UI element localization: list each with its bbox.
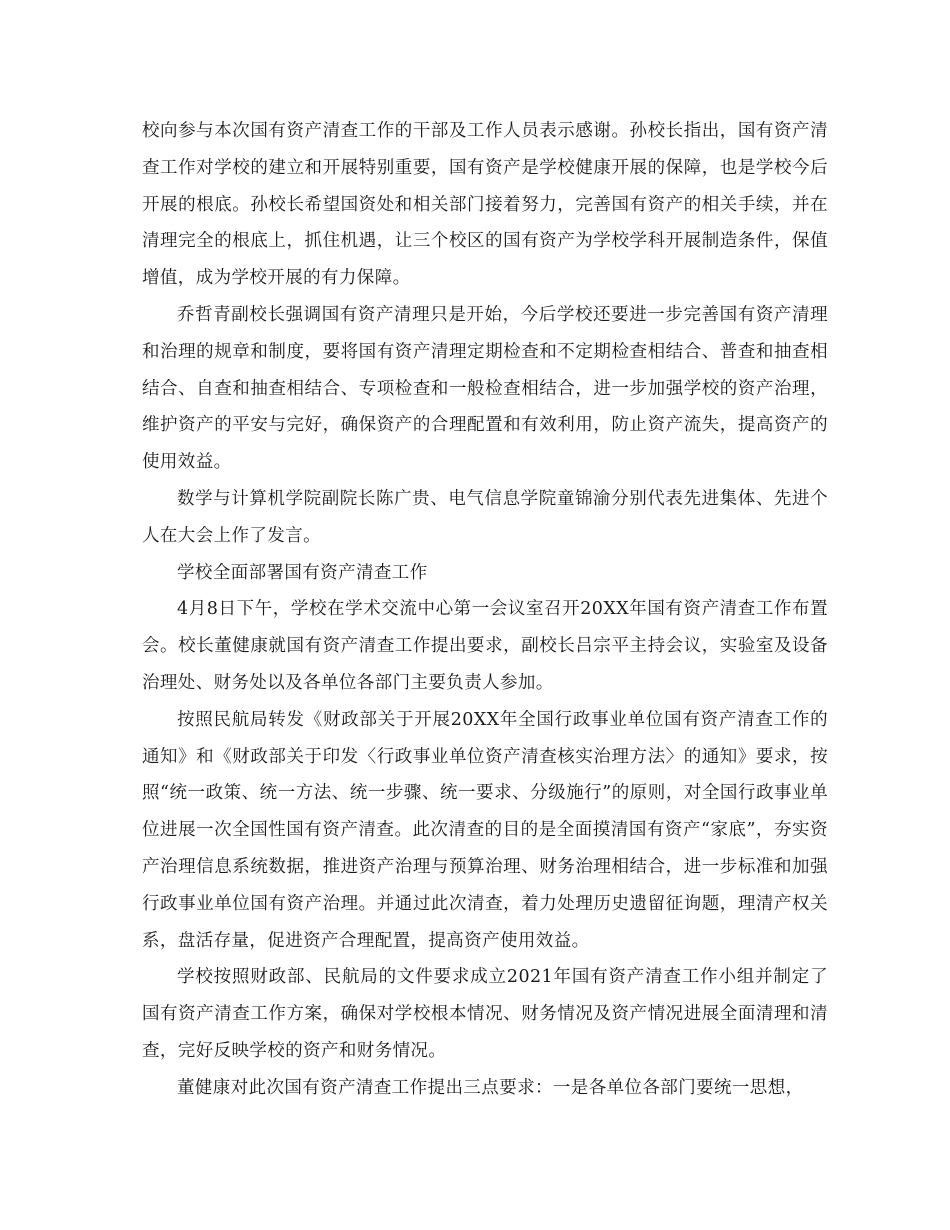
section-heading: 学校全面部署国有资产清查工作: [177, 562, 428, 583]
paragraph-deployment-meeting: 4月8日下午，学校在学术交流中心第一会议室召开20XX年国有资产清查工作布置会。校长董健康就国有资产清查工作提出要求，副校长吕宗平主持会议，实验室及设备治理处、财务处以及各单位各部门主要负责人参加。: [142, 599, 828, 693]
paragraph-three-requirements: 董健康对此次国有资产清查工作提出三点要求：一是各单位各部门要统一思想，: [177, 1077, 804, 1098]
paragraph-representative-speeches: 数学与计算机学院副院长陈广贵、电气信息学院童锦渝分别代表先进集体、先进个人在大会上作了发言。: [142, 488, 828, 546]
paragraph-policy-basis: 按照民航局转发《财政部关于开展20XX年全国行政事业单位国有资产清查工作的通知》和《财政部关于印发〈行政事业单位资产清查核实治理方法〉的通知》要求，按照“统一政策、统一方法、统一步骤、统一要求、分级施行”的原则，对全国行政事业单位进展一次全国性国有资产清查。此次清查的目的是全面摸清国有资产“家底”，夯实资产治理信息系统数据，推进资产治理与预算治理、财务治理相结合，进一步标准和加强行政事业单位国有资产治理。并通过此次清查，着力处理历史遗留征询题，理清产权关系，盘活存量，促进资产合理配置，提高资产使用效益。: [142, 709, 828, 951]
paragraph-thanks-continuation: 校向参与本次国有资产清查工作的干部及工作人员表示感谢。孙校长指出，国有资产清查工作对学校的建立和开展特别重要，国有资产是学校健康开展的保障，也是学校今后开展的根底。孙校长希望国资处和相关部门接着努力，完善国有资产的相关手续，并在清理完全的根底上，抓住机遇，让三个校区的国有资产为学校学科开展制造条件，保值增值，成为学校开展的有力保障。: [142, 121, 828, 289]
document-body: [142, 113, 828, 1107]
paragraph-working-group: 学校按照财政部、民航局的文件要求成立2021年国有资产清查工作小组并制定了国有资产清查工作方案，确保对学校根本情况、财务情况及资产情况进展全面清理和清查，完好反映学校的资产和财务情况。: [142, 967, 828, 1061]
paragraph-vice-president-remarks: 乔哲青副校长强调国有资产清理只是开始，今后学校还要进一步完善国有资产清理和治理的规章和制度，要将国有资产清理定期检查和不定期检查相结合、普查和抽查相结合、自查和抽查相结合、专项检查和一般检查相结合，进一步加强学校的资产治理，维护资产的平安与完好，确保资产的合理配置和有效利用，防止资产流失，提高资产的使用效益。: [142, 304, 828, 473]
